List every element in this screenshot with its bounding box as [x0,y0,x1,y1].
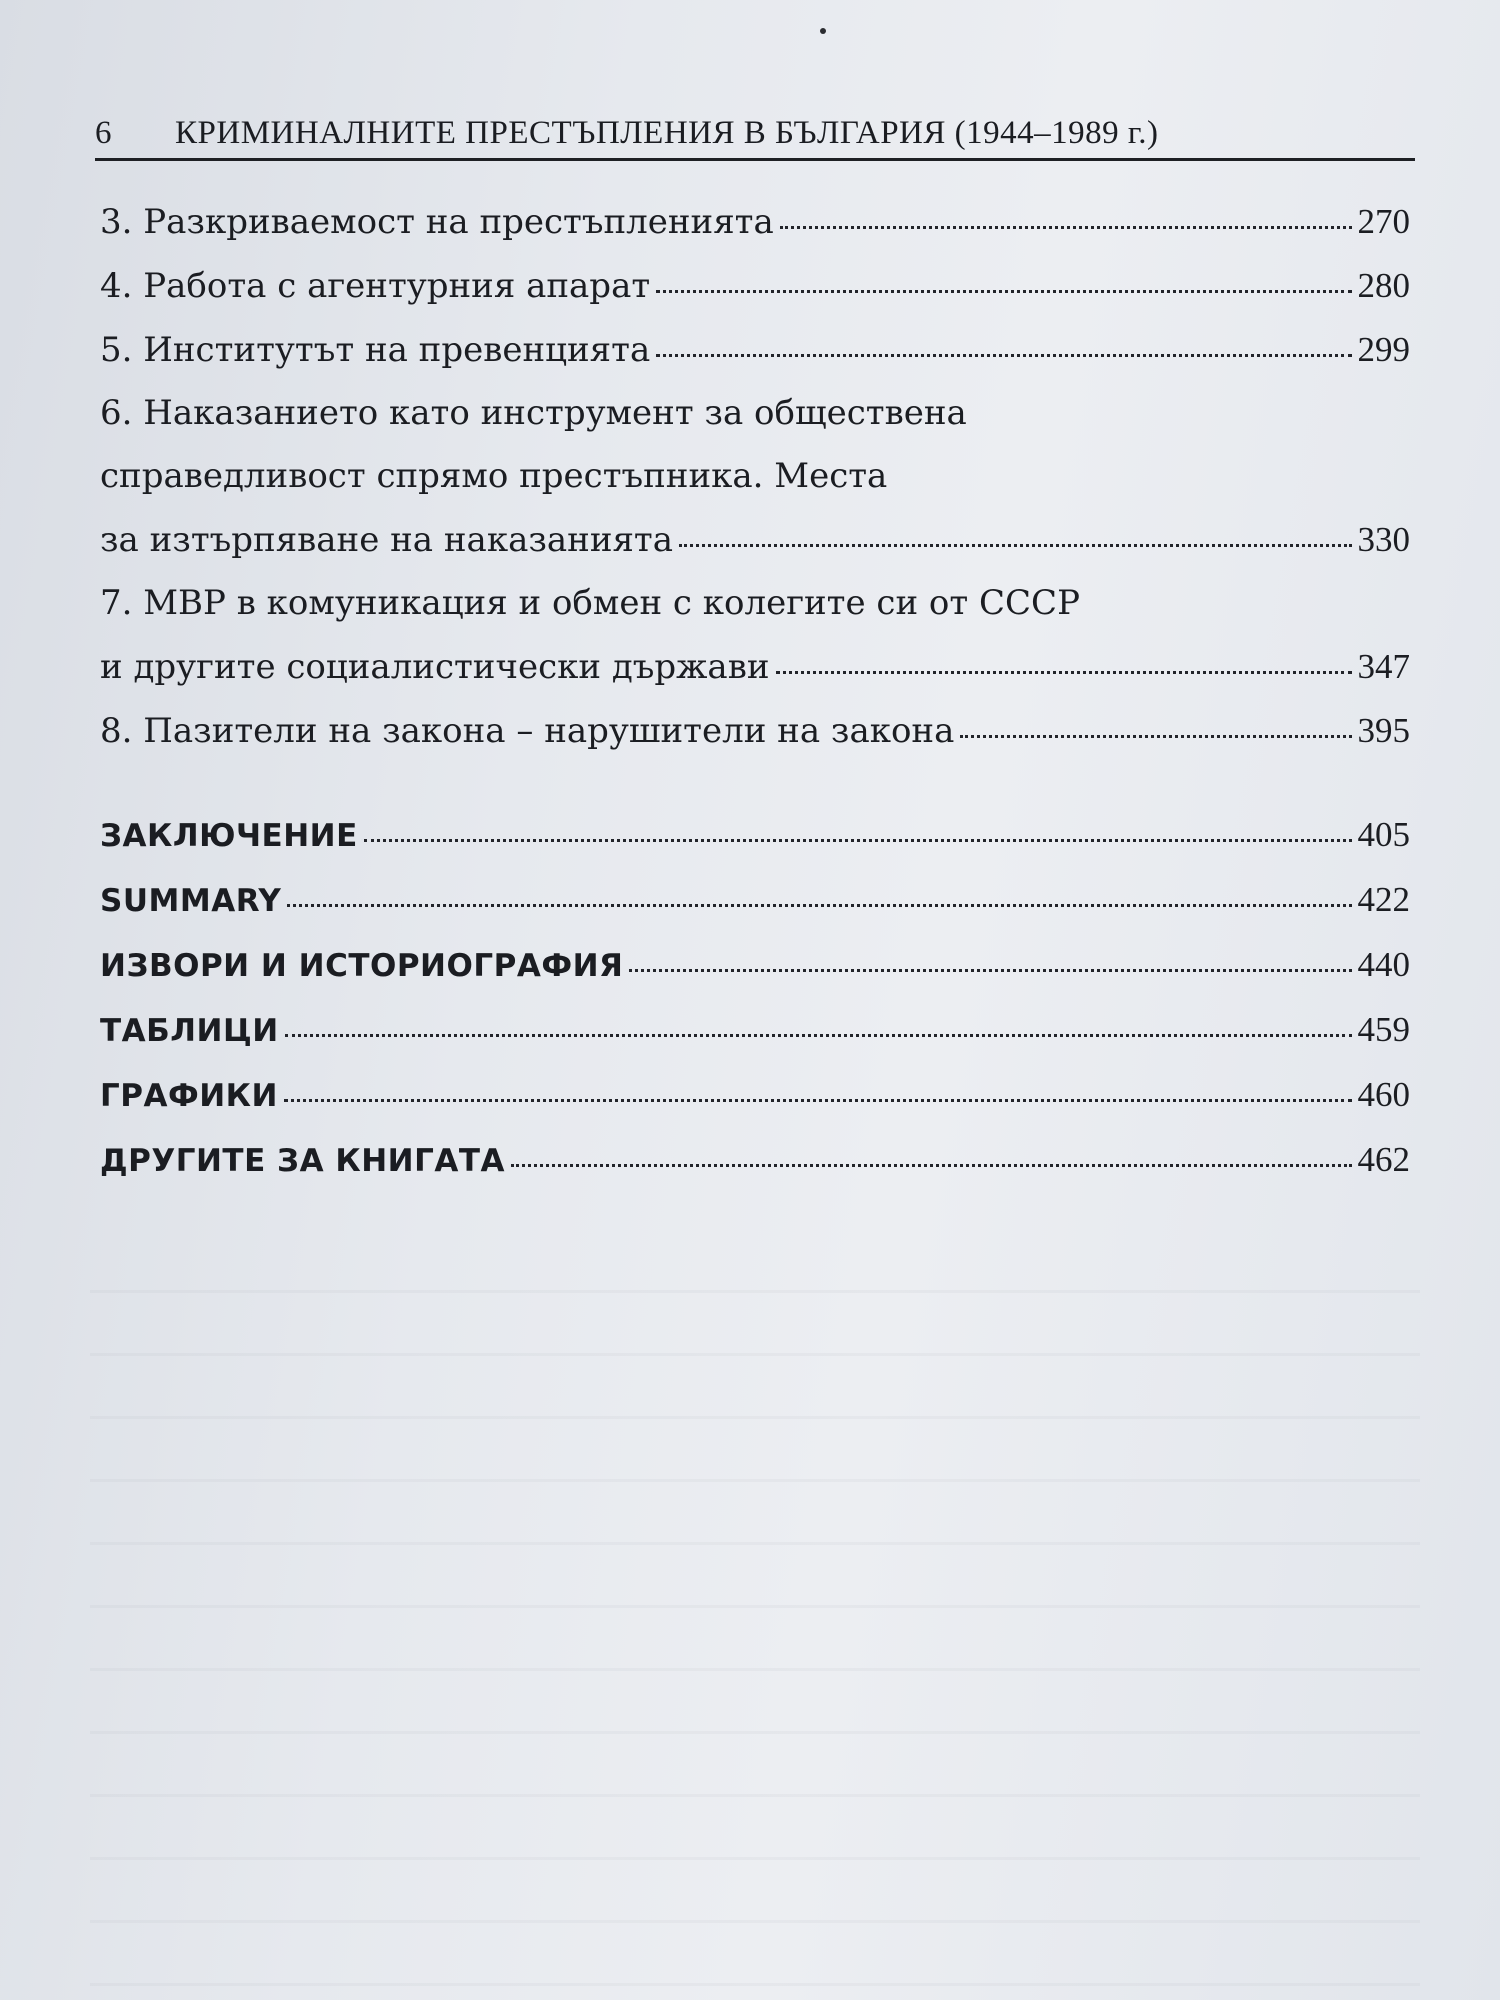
dot-leader [285,1034,1352,1037]
toc-entry-section-6 [100,382,1410,572]
toc-chapter-title: ГРАФИКИ [100,1078,278,1114]
toc-entry-title: за изтърпяване на наказанията [100,520,674,560]
toc-entry-title: 4. Работа с агентурния апарат [100,266,651,306]
toc-chapter-page: 459 [1357,1010,1410,1049]
dot-leader [284,1099,1352,1102]
dot-leader [776,671,1352,674]
toc-entry-page: 395 [1357,711,1410,750]
toc-chapter-title: ТАБЛИЦИ [100,1013,279,1049]
dot-leader [287,904,1351,907]
toc-chapter-graphs [100,1063,1410,1128]
toc-chapter-page: 422 [1357,880,1410,919]
running-title: КРИМИНАЛНИТЕ ПРЕСТЪПЛЕНИЯ В БЪЛГАРИЯ (1944–1989 г.) [175,115,1159,151]
dot-leader [679,544,1351,547]
toc-chapter-page: 405 [1357,815,1410,854]
toc-entry-page: 299 [1357,330,1410,369]
toc-chapter-summary [100,868,1410,933]
table-of-contents [100,190,1410,1193]
dot-leader [960,735,1351,738]
toc-chapter-page: 440 [1357,945,1410,984]
dot-leader [629,969,1351,972]
page-number: 6 [95,115,112,151]
dot-leader [364,839,1352,842]
toc-entry-title: и другите социалистически държави [100,647,770,687]
toc-entry-section-5 [100,318,1410,382]
toc-entry-section-4 [100,254,1410,318]
dot-leader [780,226,1352,229]
toc-chapter-page: 462 [1357,1140,1410,1179]
toc-entry-title-line: справедливост спрямо престъпника. Места [100,456,888,496]
toc-chapter-title: ЗАКЛЮЧЕНИЕ [100,818,358,854]
toc-chapter-title: ИЗВОРИ И ИСТОРИОГРАФИЯ [100,948,624,984]
running-header [95,100,1415,161]
dot-leader [656,290,1351,293]
dot-leader [511,1164,1352,1167]
toc-entry-page: 270 [1357,202,1410,241]
toc-chapter-tables [100,998,1410,1063]
show-through-texture [90,1290,1420,1990]
toc-entry-page: 330 [1357,520,1410,559]
toc-entry-title: 3. Разкриваемост на престъпленията [100,202,774,242]
toc-entry-section-8 [100,699,1410,763]
toc-entry-title-line: 6. Наказанието като инструмент за обществена [100,393,967,433]
paper-speck [820,28,826,34]
toc-entry-page: 347 [1357,647,1410,686]
toc-chapter-title: SUMMARY [100,883,282,919]
dot-leader [656,354,1351,357]
toc-chapter-conclusion [100,803,1410,868]
toc-entry-section-7 [100,572,1410,699]
toc-entry-page: 280 [1357,266,1410,305]
toc-entry-section-3 [100,190,1410,254]
toc-entry-title: 5. Институтът на превенцията [100,330,651,370]
toc-chapter-title: ДРУГИТЕ ЗА КНИГАТА [100,1143,505,1179]
toc-entry-title: 8. Пазители на закона – нарушители на закона [100,711,955,751]
toc-chapter-page: 460 [1357,1075,1410,1114]
toc-chapter-others-about-book [100,1128,1410,1193]
toc-entry-title-line: 7. МВР в комуникация и обмен с колегите си от СССР [100,583,1080,623]
toc-chapter-sources [100,933,1410,998]
section-gap [100,763,1410,803]
